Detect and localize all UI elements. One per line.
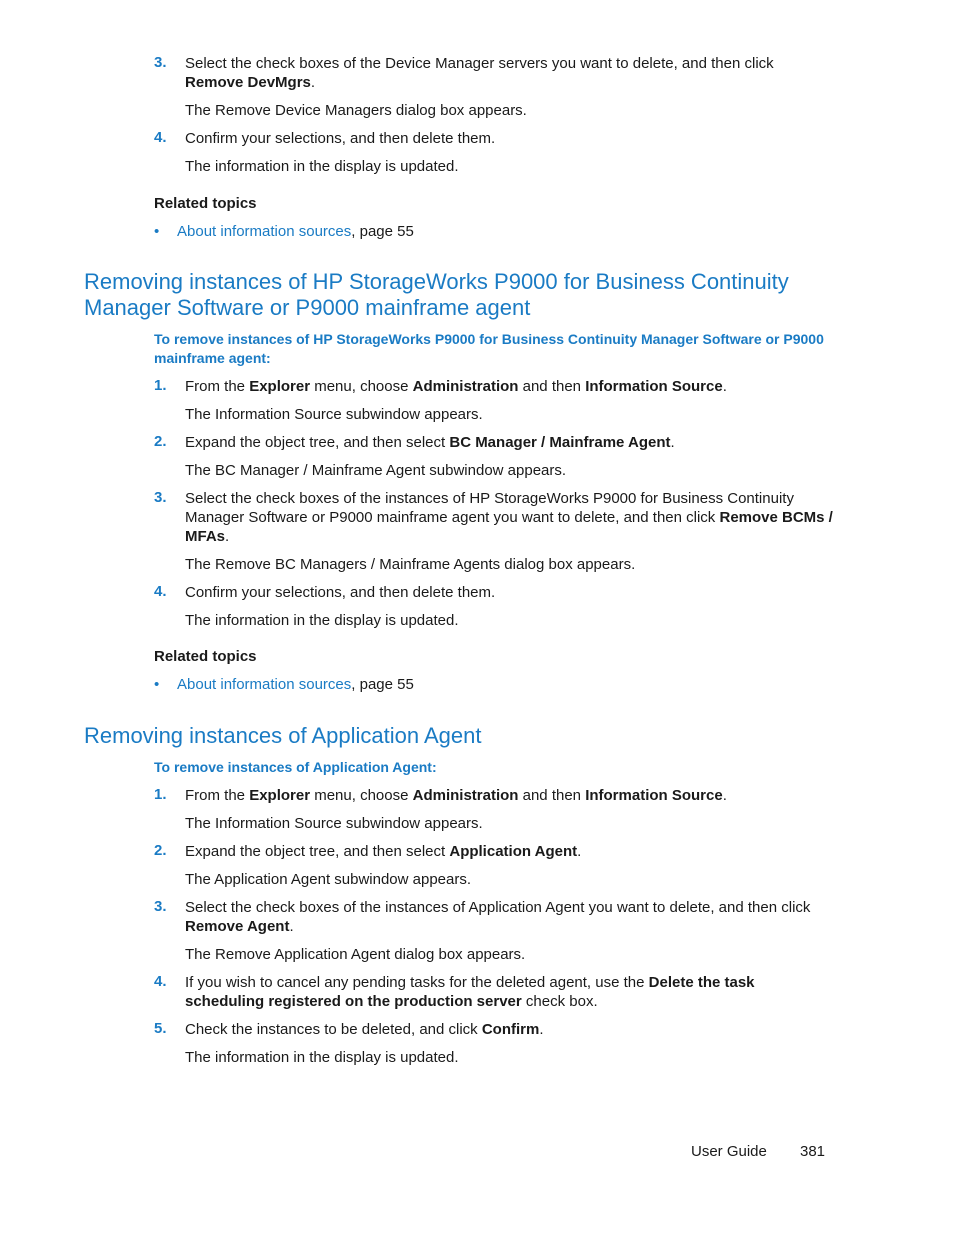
step-number: 3.: [154, 898, 167, 915]
step-result: The Remove Application Agent dialog box appears.: [185, 946, 526, 963]
procedure-title: To remove instances of Application Agent:: [154, 759, 437, 775]
step-result: The Application Agent subwindow appears.: [185, 871, 472, 888]
step-number: 2.: [154, 842, 167, 859]
step-result: The Information Source subwindow appears.: [185, 815, 483, 832]
step-text: Confirm your selections, and then delete them.: [185, 584, 496, 601]
step-result: The Information Source subwindow appears.: [185, 406, 483, 423]
related-topic-item: [154, 223, 414, 240]
step-result: The BC Manager / Mainframe Agent subwindow appears.: [185, 462, 567, 479]
step-number: 3.: [154, 489, 167, 506]
step-result: The Remove Device Managers dialog box appears.: [185, 102, 527, 119]
bullet-icon: •: [154, 676, 160, 693]
step-number: 3.: [154, 54, 167, 71]
footer-label: User Guide: [691, 1143, 767, 1160]
step-text: Expand the object tree, and then select Application Agent.: [185, 843, 582, 860]
page-number: 381: [800, 1143, 826, 1160]
step-text: If you wish to cancel any pending tasks for the deleted agent, use the Delete the task scheduling registered on the production server check box.: [185, 974, 755, 1010]
step-number: 4.: [154, 973, 167, 990]
step-text: Confirm your selections, and then delete them.: [185, 130, 496, 147]
step-text: Expand the object tree, and then select BC Manager / Mainframe Agent.: [185, 434, 675, 451]
related-topic-item: [154, 676, 414, 693]
step-text: Check the instances to be deleted, and click Confirm.: [185, 1021, 544, 1038]
page-ref: , page 55: [351, 223, 414, 240]
related-topics-label: Related topics: [154, 195, 257, 212]
bullet-icon: •: [154, 223, 160, 240]
related-topic-link[interactable]: About information sources: [177, 223, 352, 240]
step-number: 4.: [154, 129, 167, 146]
step-text: Select the check boxes of the instances of Application Agent you want to delete, and then click Remove Agent.: [185, 899, 811, 935]
step-result: The Remove BC Managers / Mainframe Agents dialog box appears.: [185, 556, 636, 573]
section-heading: Removing instances of HP StorageWorks P9000 for Business Continuity Manager Software or P9000 mainframe agent: [84, 269, 789, 320]
related-topics-label: Related topics: [154, 648, 257, 665]
step-number: 2.: [154, 433, 167, 450]
step-number: 4.: [154, 583, 167, 600]
step-number: 1.: [154, 377, 167, 394]
step-result: The information in the display is updated.: [185, 158, 459, 175]
step-text: From the Explorer menu, choose Administration and then Information Source.: [185, 787, 727, 804]
related-topic-link[interactable]: About information sources: [177, 676, 352, 693]
step-text: From the Explorer menu, choose Administration and then Information Source.: [185, 378, 727, 395]
step-result: The information in the display is updated.: [185, 612, 459, 629]
step-text: Select the check boxes of the Device Manager servers you want to delete, and then click Remove DevMgrs.: [185, 55, 774, 91]
section-heading: Removing instances of Application Agent: [84, 723, 482, 748]
step-number: 5.: [154, 1020, 167, 1037]
procedure-title: To remove instances of HP StorageWorks P9000 for Business Continuity Manager Software or P9000 mainframe agent:: [154, 331, 824, 366]
step-text: Select the check boxes of the instances of HP StorageWorks P9000 for Business Continuity Manager Software or P9000 mainframe agent you want to delete, and then click Remove BCMs / MFAs.: [185, 490, 833, 545]
step-result: The information in the display is updated.: [185, 1049, 459, 1066]
page-ref: , page 55: [351, 676, 414, 693]
step-number: 1.: [154, 786, 167, 803]
